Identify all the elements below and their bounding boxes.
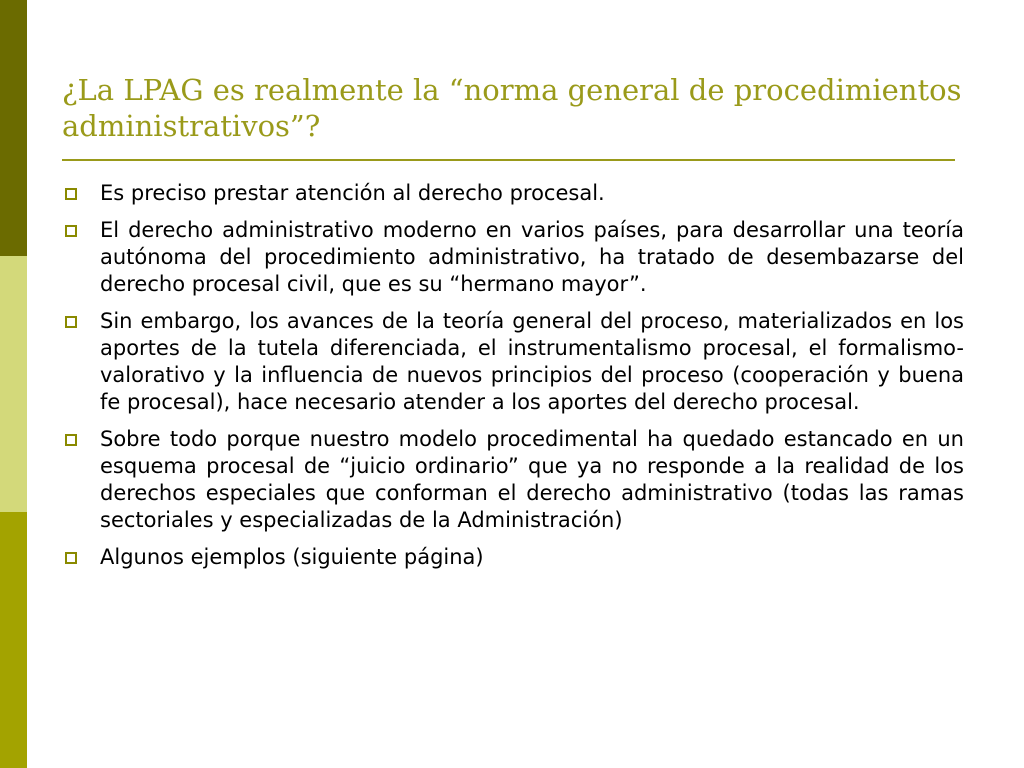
bullet-text: El derecho administrativo moderno en varios países, para desarrollar una teoría autónoma del procedimiento administrativo, ha tratado de desembazarse del derecho procesal civil, que es su “hermano mayor”. (100, 218, 964, 296)
left-decor-bar-top (0, 0, 27, 256)
bullet-text: Algunos ejemplos (siguiente página) (100, 545, 484, 569)
square-bullet-icon (65, 552, 77, 564)
bullet-list (62, 180, 964, 581)
slide-title: ¿La LPAG es realmente la “norma general de procedimientos administrativos”? (62, 73, 962, 143)
square-bullet-icon (65, 316, 77, 328)
left-decor-bar-middle (0, 256, 27, 512)
title-divider (62, 159, 955, 161)
bullet-item (62, 426, 964, 534)
bullet-item (62, 180, 964, 207)
bullet-item (62, 217, 964, 298)
bullet-text: Sin embargo, los avances de la teoría general del proceso, materializados en los aportes de la tutela diferenciada, el instrumentalismo procesal, el formalismo-valorativo y la influencia de nuevos principios del proceso (cooperación y buena fe procesal), hace necesario atender a los aportes del derecho procesal. (100, 309, 964, 414)
bullet-text: Sobre todo porque nuestro modelo procedimental ha quedado estancado en un esquema procesal de “juicio ordinario” que ya no responde a la realidad de los derechos especiales que conforman el derecho administrativo (todas las ramas sectoriales y especializadas de la Administración) (100, 427, 964, 532)
square-bullet-icon (65, 188, 77, 200)
bullet-item (62, 544, 964, 571)
square-bullet-icon (65, 434, 77, 446)
bullet-text: Es preciso prestar atención al derecho procesal. (100, 181, 605, 205)
square-bullet-icon (65, 225, 77, 237)
bullet-item (62, 308, 964, 416)
left-decor-bar-bottom (0, 512, 27, 768)
